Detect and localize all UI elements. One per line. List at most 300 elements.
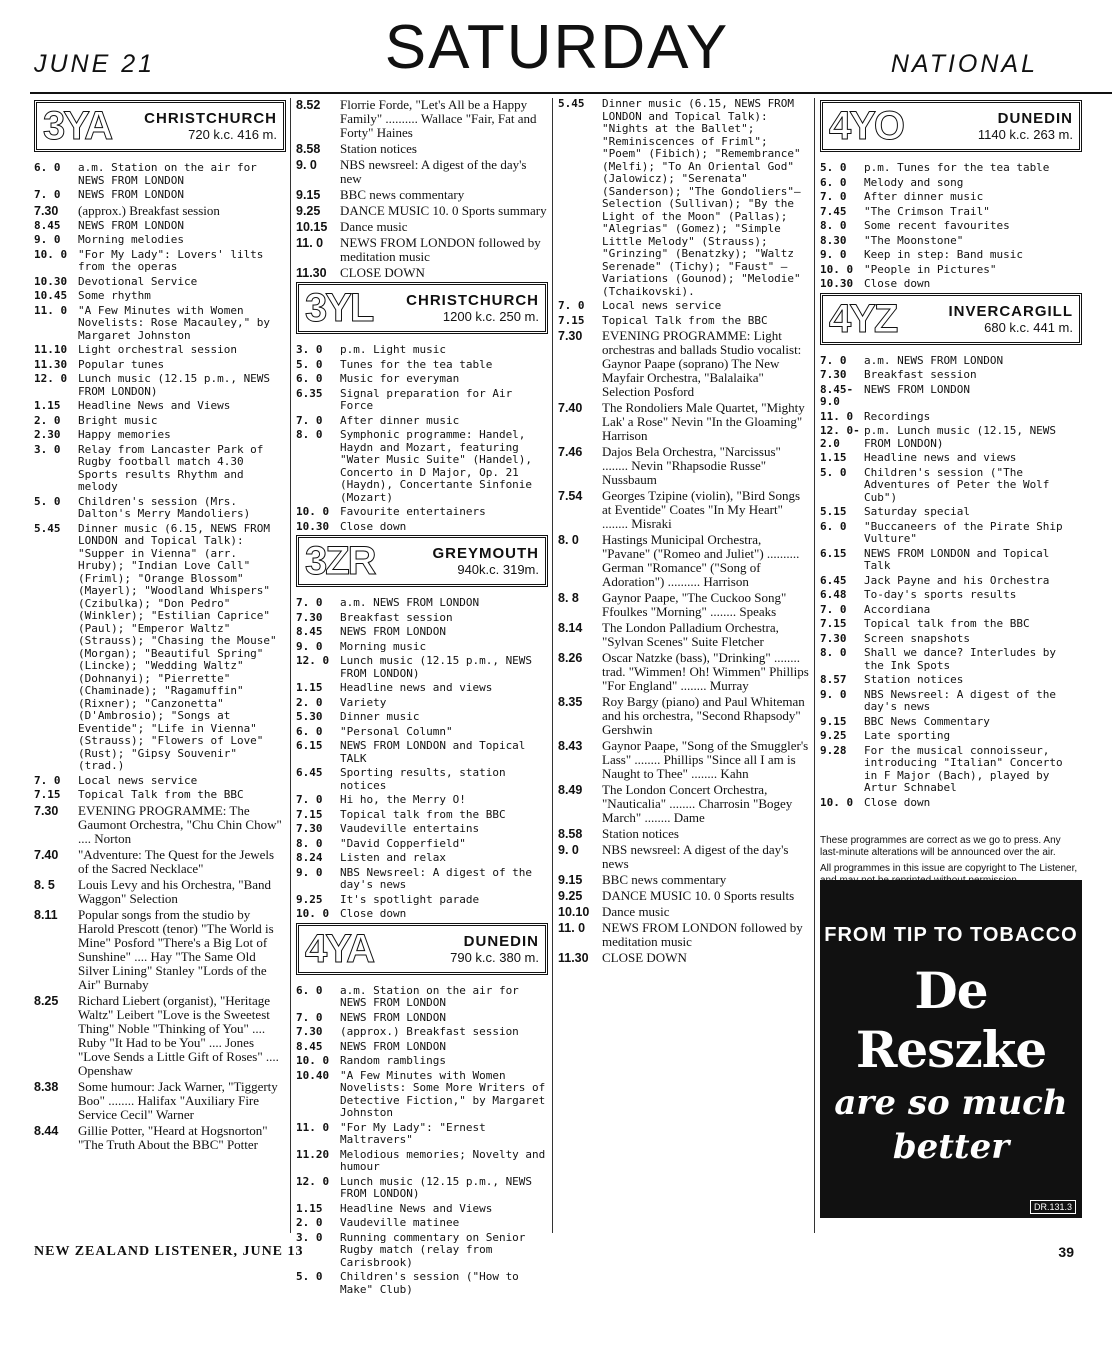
entry-text: Children's session (Mrs. Dalton's Merry Mandoliers) [78, 494, 251, 520]
schedule-3ya [34, 162, 286, 1152]
entry-time: 10.40 [296, 1068, 330, 1082]
schedule-entry [296, 266, 548, 280]
schedule-entry [34, 162, 286, 187]
entry-time: 8. 8 [558, 591, 579, 605]
entry-text: Dance music [340, 219, 408, 234]
entry-time: 8.49 [558, 783, 583, 797]
entry-text: NEWS FROM LONDON [340, 1039, 446, 1053]
entry-time: 7. 0 [296, 1010, 323, 1024]
schedule-entry [34, 908, 286, 992]
schedule-entry [296, 521, 548, 534]
entry-text: "A Few Minutes with Women Novelists: Some More Writers of Detective Fiction," by Margaret Johnston [340, 1068, 546, 1119]
schedule-entry [34, 400, 286, 413]
entry-text: "Adventure: The Quest for the Jewels of the Sacred Necklace" [78, 846, 275, 876]
entry-text: Close down [864, 277, 931, 290]
schedule-entry [820, 264, 1082, 277]
entry-text: Variety [340, 695, 387, 709]
schedule-entry [34, 290, 286, 303]
schedule-entry [820, 797, 1082, 810]
schedule-entry [296, 908, 548, 921]
schedule-entry [296, 1041, 548, 1054]
schedule-entry [34, 359, 286, 372]
schedule-entry [34, 429, 286, 442]
schedule-entry [558, 783, 810, 825]
entry-time: 11.30 [296, 266, 327, 280]
entry-text: a.m. Station on the air for NEWS FROM LONDON [340, 983, 519, 1009]
station-call-sign: 4YA [305, 926, 374, 971]
entry-time: 5. 0 [820, 465, 847, 479]
station-city: INVERCARGILL [948, 302, 1073, 320]
entry-text: Dance music [602, 904, 670, 919]
entry-text: Children's session ("How to Make" Club) [340, 1270, 519, 1296]
entry-time: 7.30 [558, 329, 583, 343]
station-city: GREYMOUTH [432, 545, 539, 562]
station-frequency: 720 k.c. 416 m. [188, 127, 277, 142]
schedule-entry [296, 415, 548, 428]
station-call-sign: 3YL [305, 286, 373, 330]
entry-time: 11.30 [558, 951, 589, 965]
entry-text: Music for everyman [340, 372, 460, 385]
schedule-entry [296, 1176, 548, 1201]
entry-text: Some humour: Jack Warner, "Tiggerty Boo" ........ Halifax "Auxiliary Fire Service Cecil" Warner [78, 1078, 278, 1122]
entry-time: 3. 0 [34, 442, 61, 456]
entry-text: Oscar Natzke (bass), "Drinking" ........ trad. "Wimmen! Oh! Wimmen" Phillips "For England" ........ Murray [602, 650, 809, 693]
entry-text: NEWS FROM LONDON [340, 1010, 446, 1024]
entry-text: Melodious memories; Novelty and humour [340, 1147, 546, 1173]
schedule-entry [820, 716, 1082, 729]
entry-time: 8. 0 [820, 646, 847, 659]
entry-text: Relay from Lancaster Park of Rugby football match 4.30 Sports results Rhythm and melody [78, 442, 264, 493]
entry-time: 7. 0 [820, 602, 847, 616]
entry-text: Dinner music [340, 710, 420, 723]
entry-text: Gillie Potter, "Heard at Hogsnorton" "The Truth About the BBC" Potter [78, 1122, 268, 1152]
entry-text: Sporting results, station notices [340, 766, 506, 792]
entry-time: 7.30 [820, 368, 847, 381]
entry-text: Dajos Bela Orchestra, "Narcissus" ........ Nevin "Rhapsodie Russe" Nussbaum [602, 444, 781, 487]
column-divider [814, 98, 815, 1233]
entry-time: 7. 0 [296, 413, 323, 427]
entry-text: Lunch music (12.15 p.m., NEWS FROM LONDON) [340, 654, 533, 680]
entry-time: 6.35 [296, 386, 323, 400]
schedule-entry [820, 249, 1082, 262]
entry-text: Headline News and Views [78, 399, 231, 412]
schedule-entry [296, 1217, 548, 1230]
entry-time: 10. 0 [820, 262, 854, 276]
entry-time: 1.15 [296, 1201, 323, 1215]
station-city: CHRISTCHURCH [406, 292, 539, 309]
schedule-entry [296, 1149, 548, 1174]
station-frequency: 1200 k.c. 250 m. [442, 309, 539, 324]
schedule-entry [558, 889, 810, 903]
entry-time: 5. 0 [34, 494, 61, 508]
entry-time: 6.45 [820, 573, 847, 587]
entry-time: 11. 0 [296, 236, 324, 250]
entry-text: Favourite entertainers [340, 505, 486, 518]
schedule-entry [820, 384, 1082, 409]
entry-time: 6. 0 [820, 175, 847, 189]
entry-time: 9.25 [296, 204, 321, 218]
schedule-entry [296, 220, 548, 234]
entry-text: Breakfast session [864, 368, 977, 381]
entry-time: 8.26 [558, 651, 583, 665]
entry-time: 9. 0 [34, 233, 61, 246]
entry-text: Children's session ("The Adventures of Peter the Wolf Cub") [864, 465, 1050, 504]
schedule-entry [34, 1080, 286, 1122]
schedule-entry [296, 388, 548, 413]
schedule-entry [558, 533, 810, 589]
entry-text: For the musical connoisseur, introducing "Italian" Concerto in F Major (Bach), played by Artur Schnabel [864, 743, 1063, 794]
entry-text: Devotional Service [78, 274, 198, 288]
entry-time: 9. 0 [296, 639, 323, 653]
entry-text: Local news service [602, 299, 722, 312]
entry-text: Some rhythm [78, 289, 151, 302]
schedule-3zr [296, 597, 548, 921]
entry-time: 7.30 [820, 631, 847, 645]
schedule-entry [820, 633, 1082, 646]
entry-text: CLOSE DOWN [602, 950, 687, 965]
entry-time: 10.30 [34, 274, 68, 288]
entry-text: NBS Newsreel: A digest of the day's news [864, 687, 1057, 713]
entry-text: DANCE MUSIC 10. 0 Sports summary [340, 203, 547, 218]
entry-time: 11. 0 [296, 1120, 330, 1134]
header-rule [30, 92, 1112, 94]
entry-text: Recordings [864, 409, 931, 423]
entry-text: Local news service [78, 773, 198, 787]
schedule-entry [558, 951, 810, 965]
schedule-entry [820, 425, 1082, 450]
entry-text: Morning melodies [78, 233, 184, 246]
entry-time: 5. 0 [296, 357, 323, 371]
schedule-entry [558, 843, 810, 871]
entry-time: 10.30 [296, 519, 330, 533]
station-city: CHRISTCHURCH [144, 110, 277, 127]
entry-text: Station notices [340, 141, 417, 156]
entry-time: 2.30 [34, 428, 61, 441]
schedule-entry [296, 767, 548, 792]
entry-text: Headline news and views [340, 681, 493, 694]
schedule-entry [820, 278, 1082, 291]
column-divider [552, 98, 553, 1233]
entry-time: 8.38 [34, 1079, 59, 1094]
schedule-entry [820, 589, 1082, 602]
entry-text: Popular tunes [78, 357, 165, 371]
entry-text: Accordiana [864, 602, 931, 616]
entry-time: 8.58 [296, 142, 321, 156]
entry-time: 8.43 [558, 739, 583, 753]
schedule-entry [296, 726, 548, 739]
entry-text: "For My Lady": "Ernest Maltravers" [340, 1120, 486, 1146]
schedule-entry [34, 444, 286, 494]
schedule-entry [820, 235, 1082, 248]
entry-time: 10.45 [34, 289, 68, 302]
entry-text: Tunes for the tea table [340, 357, 493, 371]
entry-time: 3. 0 [296, 343, 323, 356]
entry-time: 5.15 [820, 505, 847, 518]
entry-time: 7.40 [558, 401, 583, 415]
schedule-entry [296, 1012, 548, 1025]
entry-text: Happy memories [78, 428, 171, 441]
schedule-4yo [820, 162, 1082, 291]
entry-time: 6.48 [820, 588, 847, 601]
entry-time: 6.15 [820, 546, 847, 560]
schedule-entry [34, 878, 286, 906]
entry-text: "For My Lady": Lovers' lilts from the operas [78, 247, 264, 273]
entry-text: Dinner music (6.15, NEWS FROM LONDON and Topical Talk): "Nights at the Ballet"; "Reminiscences of Friml"; "Poem" (Fibich); "Remembrance" (Melfi); "To An Oriental God" (Jalowicz); "Serenata" (Sanderson); "The Gondoliers"—Selection (Sullivan); "By the Light of the Moon" (Pallas); "Alegrias" (Gomez); "Simple Little Melody" (Strauss); "Grinzing" (Benatzky); "Waltz Serenade" (Tichy); "Faust" — Variations (Gounod); "Melodie" (Tchaikovski). [602, 97, 801, 298]
schedule-entry [820, 177, 1082, 190]
schedule-entry [558, 98, 810, 298]
schedule-entry [296, 597, 548, 610]
entry-time: 8.30 [820, 233, 847, 247]
notice-copyright: All programmes in this issue are copyright to The Listener, [820, 863, 1078, 874]
schedule-entry [296, 1232, 548, 1270]
station-frequency: 1140 k.c. 263 m. [977, 127, 1073, 142]
schedule-entry [34, 249, 286, 274]
schedule-4yz [820, 355, 1082, 810]
schedule-3ya-continued [296, 98, 548, 280]
schedule-entry [296, 236, 548, 264]
schedule-entry [820, 647, 1082, 672]
entry-text: p.m. Lunch music (12.15, NEWS FROM LONDON) [864, 424, 1057, 450]
entry-time: 7.30 [296, 1025, 323, 1038]
schedule-entry [296, 682, 548, 695]
entry-time: 7. 0 [34, 188, 61, 201]
entry-time: 7. 0 [34, 773, 61, 787]
schedule-4ya [296, 985, 548, 1297]
entry-time: 7.15 [34, 788, 61, 801]
entry-time: 8.11 [34, 907, 58, 922]
ad-brand: De Reszke [855, 961, 1047, 1079]
entry-time: 12. 0 [34, 372, 68, 385]
entry-time: 5.45 [34, 521, 61, 535]
entry-time: 7. 0 [820, 190, 847, 203]
schedule-entry [34, 994, 286, 1078]
entry-time: 8.52 [296, 98, 321, 112]
entry-text: Lunch music (12.15 p.m., NEWS FROM LONDON) [78, 372, 271, 398]
schedule-entry [820, 674, 1082, 687]
entry-time: 10. 0 [296, 505, 330, 518]
station-call-sign: 4YO [829, 104, 904, 148]
entry-time: 9.15 [558, 873, 583, 887]
entry-time: 12. 0 [296, 654, 330, 667]
network-header: NATIONAL [890, 50, 1038, 78]
schedule-entry [820, 506, 1082, 519]
schedule-entry [296, 809, 548, 822]
schedule-entry [296, 359, 548, 372]
schedule-entry [296, 204, 548, 218]
schedule-entry [820, 618, 1082, 631]
schedule-entry [34, 789, 286, 802]
station-4yo-banner [820, 100, 1082, 152]
entry-text: Running commentary on Senior Rugby match (relay from Carisbrook) [340, 1230, 526, 1269]
entry-text: Headline News and Views [340, 1201, 493, 1215]
entry-time: 9.28 [820, 743, 847, 757]
entry-text: The London Palladium Orchestra, "Sylvan Scenes" Suite Fletcher [602, 620, 779, 649]
schedule-entry [296, 158, 548, 186]
station-4yz-banner [820, 293, 1082, 345]
entry-text: The London Concert Orchestra, "Nauticalia" ........ Charrosin "Bogey March" ........ Dame [602, 782, 793, 825]
day-title: SATURDAY [384, 13, 730, 82]
entry-text: Late sporting [864, 729, 951, 742]
date-header: JUNE 21 [34, 50, 156, 78]
ad-slogan-line-2: better [892, 1127, 1010, 1167]
entry-text: Bright music [78, 413, 158, 427]
entry-time: 11.30 [34, 357, 68, 371]
entry-time: 10.10 [558, 905, 590, 919]
schedule-entry [558, 739, 810, 781]
schedule-entry [296, 626, 548, 639]
schedule-entry [558, 329, 810, 399]
entry-time: 6. 0 [34, 161, 61, 174]
schedule-entry [34, 220, 286, 233]
schedule-entry [820, 604, 1082, 617]
entry-text: a.m. NEWS FROM LONDON [864, 353, 1004, 367]
entry-time: 9. 0 [296, 158, 317, 172]
entry-time: 8.44 [34, 1123, 59, 1138]
schedule-entry [34, 523, 286, 773]
schedule-entry [296, 823, 548, 836]
schedule-entry [296, 142, 548, 156]
entry-time: 11.20 [296, 1147, 330, 1161]
entry-time: 9. 0 [820, 248, 847, 261]
schedule-entry [296, 1026, 548, 1039]
schedule-entry [558, 445, 810, 487]
entry-text: To-day's sports results [864, 588, 1017, 601]
entry-time: 5. 0 [296, 1270, 323, 1283]
schedule-entry [820, 521, 1082, 546]
schedule-entry [558, 921, 810, 949]
entry-time: 8.57 [820, 673, 847, 686]
schedule-entry [820, 191, 1082, 204]
schedule-entry [34, 496, 286, 521]
entry-time: 9.25 [820, 729, 847, 742]
entry-text: Keep in step: Band music [864, 248, 1023, 261]
entry-time: 6.45 [296, 766, 323, 779]
schedule-entry [34, 775, 286, 788]
schedule-entry [558, 873, 810, 887]
ad-tagline: FROM TIP TO TOBACCO [824, 924, 1078, 946]
schedule-entry [296, 655, 548, 680]
entry-time: 7. 0 [296, 596, 323, 609]
schedule-entry [296, 838, 548, 851]
schedule-entry [820, 575, 1082, 588]
station-call-sign: 4YZ [829, 296, 897, 341]
entry-time: 1.15 [34, 399, 61, 412]
entry-time: 7.54 [558, 489, 583, 503]
station-call-sign: 3YA [43, 104, 112, 148]
station-city: DUNEDIN [997, 110, 1073, 127]
station-frequency: 940k.c. 319m. [457, 562, 539, 577]
entry-time: 1.15 [296, 681, 323, 694]
entry-time: 7. 0 [820, 353, 847, 367]
entry-time: 5.30 [296, 710, 323, 723]
entry-text: BBC news commentary [340, 187, 465, 202]
schedule-entry [296, 1055, 548, 1068]
entry-time: 9. 0 [820, 687, 847, 701]
entry-time: 12. 0-2.0 [820, 424, 860, 450]
entry-time: 8.45 [34, 218, 61, 232]
entry-time: 5.45 [558, 97, 585, 110]
schedule-entry [296, 1122, 548, 1147]
entry-time: 8.25 [34, 993, 59, 1008]
schedule-entry [34, 373, 286, 398]
entry-time: 10. 0 [296, 1054, 330, 1067]
schedule-entry [34, 804, 286, 846]
entry-text: NEWS FROM LONDON and Topical Talk [864, 546, 1050, 572]
schedule-entry [820, 162, 1082, 175]
entry-time: 7.30 [296, 610, 323, 624]
column-4 [820, 98, 1082, 878]
entry-text: NBS Newsreel: A digest of the day's news [340, 865, 533, 891]
entry-text: NEWS FROM LONDON [78, 188, 184, 201]
entry-text: Dinner music (6.15, NEWS FROM LONDON and Topical Talk): "Supper in Vienna" (arr. Hruby); "Indian Love Call" (Friml); "Orange Blossom" (Mayerl); "Woodland Whispers" (Czibulka); "Don Pedro" (Winkler); "Estilian Caprice" (Paul); "Emperor Waltz" (Strauss); "Chasing the Mouse" (Morgan); "Beautiful Spring" (Lincke); "Wedding Waltz" (Dohnanyi); "Pierrette" (Chaminade); "Ragamuffin" (Rixner); "Canzonetta" (D'Ambrosio); "Songs at Eventide"; "Life in Vienna" (Strauss); "Flowers of Love" (Rust); "Gipsy Souvenir" (trad.) [78, 521, 277, 772]
entry-time: 10. 0 [820, 795, 854, 809]
schedule-entry [296, 894, 548, 907]
schedule-entry [34, 305, 286, 343]
entry-text: "A Few Minutes with Women Novelists: Rose Macauley," by Margaret Johnston [78, 303, 271, 342]
entry-time: 9.25 [296, 892, 323, 906]
entry-time: 11.10 [34, 343, 68, 356]
entry-time: 7.40 [34, 847, 59, 862]
schedule-entry [820, 689, 1082, 714]
station-4ya-banner [296, 923, 548, 975]
entry-time: 1.15 [820, 451, 847, 464]
entry-time: 8.45-9.0 [820, 382, 854, 408]
entry-time: 8. 5 [34, 877, 55, 892]
entry-text: Hi ho, the Merry O! [340, 793, 466, 806]
entry-text: Some recent favourites [864, 219, 1010, 232]
entry-text: Richard Liebert (organist), "Heritage Waltz" Leibert "Love is the Sweetest Thing" Noble "Thinking of You" .... Ruby "It Had to be You" .... Jones "Love Sends a Little Gift of Roses" .... Openshaw [78, 992, 279, 1078]
entry-text: (approx.) Breakfast session [78, 202, 220, 218]
schedule-entry [820, 411, 1082, 424]
entry-text: Saturday special [864, 505, 970, 518]
entry-text: NBS newsreel: A digest of the day's new [340, 157, 527, 186]
entry-text: NBS newsreel: A digest of the day's news [602, 842, 789, 871]
entry-time: 6. 0 [820, 519, 847, 533]
entry-text: a.m. NEWS FROM LONDON [340, 596, 480, 609]
entry-text: Breakfast session [340, 610, 453, 624]
entry-text: "People in Pictures" [864, 262, 997, 276]
schedule-entry [296, 641, 548, 654]
entry-time: 6. 0 [296, 983, 323, 997]
entry-text: Georges Tzipine (violin), "Bird Songs at Eventide" Coates "In My Heart" ........ Misraki [602, 488, 801, 531]
entry-time: 8. 0 [296, 836, 323, 850]
entry-time: 7.15 [558, 313, 585, 327]
entry-text: a.m. Station on the air for NEWS FROM LONDON [78, 161, 257, 187]
entry-time: 8.14 [558, 621, 583, 635]
schedule-entry [820, 730, 1082, 743]
entry-time: 7.46 [558, 445, 583, 459]
footer-publication: NEW ZEALAND LISTENER, JUNE 13 [34, 1244, 304, 1259]
entry-text: Popular songs from the studio by Harold Prescott (tenor) "The World is Mine" Posford "There's a Big Lot of Sunshine" .... Hay "The Same Old Silver Lining" Stanley "Lords of the Air" Burnaby [78, 906, 274, 992]
station-3ya-banner [34, 100, 286, 152]
schedule-entry [296, 344, 548, 357]
schedule-entry [558, 905, 810, 919]
entry-time: 8.45 [296, 625, 323, 638]
entry-text: After dinner music [864, 190, 984, 203]
entry-text: Close down [340, 907, 407, 920]
entry-text: Light orchestral session [78, 343, 237, 356]
schedule-entry [558, 651, 810, 693]
schedule-entry [558, 401, 810, 443]
entry-time: 2. 0 [296, 1216, 323, 1229]
entry-time: 11. 0 [34, 303, 68, 317]
de-reszke-advertisement [820, 880, 1082, 1218]
ad-code: DR.131.3 [1030, 1200, 1076, 1214]
entry-time: 11. 0 [820, 409, 854, 423]
entry-text: Screen snapshots [864, 631, 970, 645]
entry-time: 8.24 [296, 851, 323, 864]
schedule-entry [820, 220, 1082, 233]
